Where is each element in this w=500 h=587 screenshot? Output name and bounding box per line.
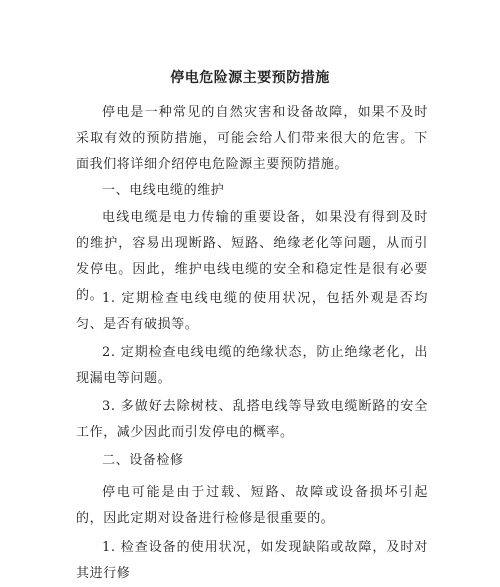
section-2-item-1: 1. 检查设备的使用状况，如发现缺陷或故障，及时对其进行修 [76,540,428,581]
section-1-item-2: 2. 定期检查电线电缆的绝缘状态，防止绝缘老化，出现漏电等问题。 [76,345,428,386]
section-1-body: 电线电缆是电力传输的重要设备，如果没有得到及时的维护，容易出现断路、短路、绝缘老化等问题，从而引发停电。因此，维护电线电缆的安全和稳定性是很有必要的。 [76,210,428,303]
intro-paragraph: 停电是一种常见的自然灾害和设备故障，如果不及时采取有效的预防措施，可能会给人们带来很大的危害。下面我们将详细介绍停电危险源主要预防措施。 [76,105,428,172]
section-1-item-1: 1. 定期检查电线电缆的使用状况，包括外观是否均匀、是否有破损等。 [76,291,428,332]
section-2-heading: 二、设备检修 [102,453,184,468]
section-2-body: 停电可能是由于过载、短路、故障或设备损坏引起的，因此定期对设备进行检修是很重要的。 [76,485,428,526]
section-1-heading: 一、电线电缆的维护 [102,183,225,198]
document-title: 停电危险源主要预防措施 [170,70,330,86]
section-1-item-3: 3. 多做好去除树枝、乱搭电线等导致电缆断路的安全工作，减少因此而引发停电的概率。 [76,399,428,440]
